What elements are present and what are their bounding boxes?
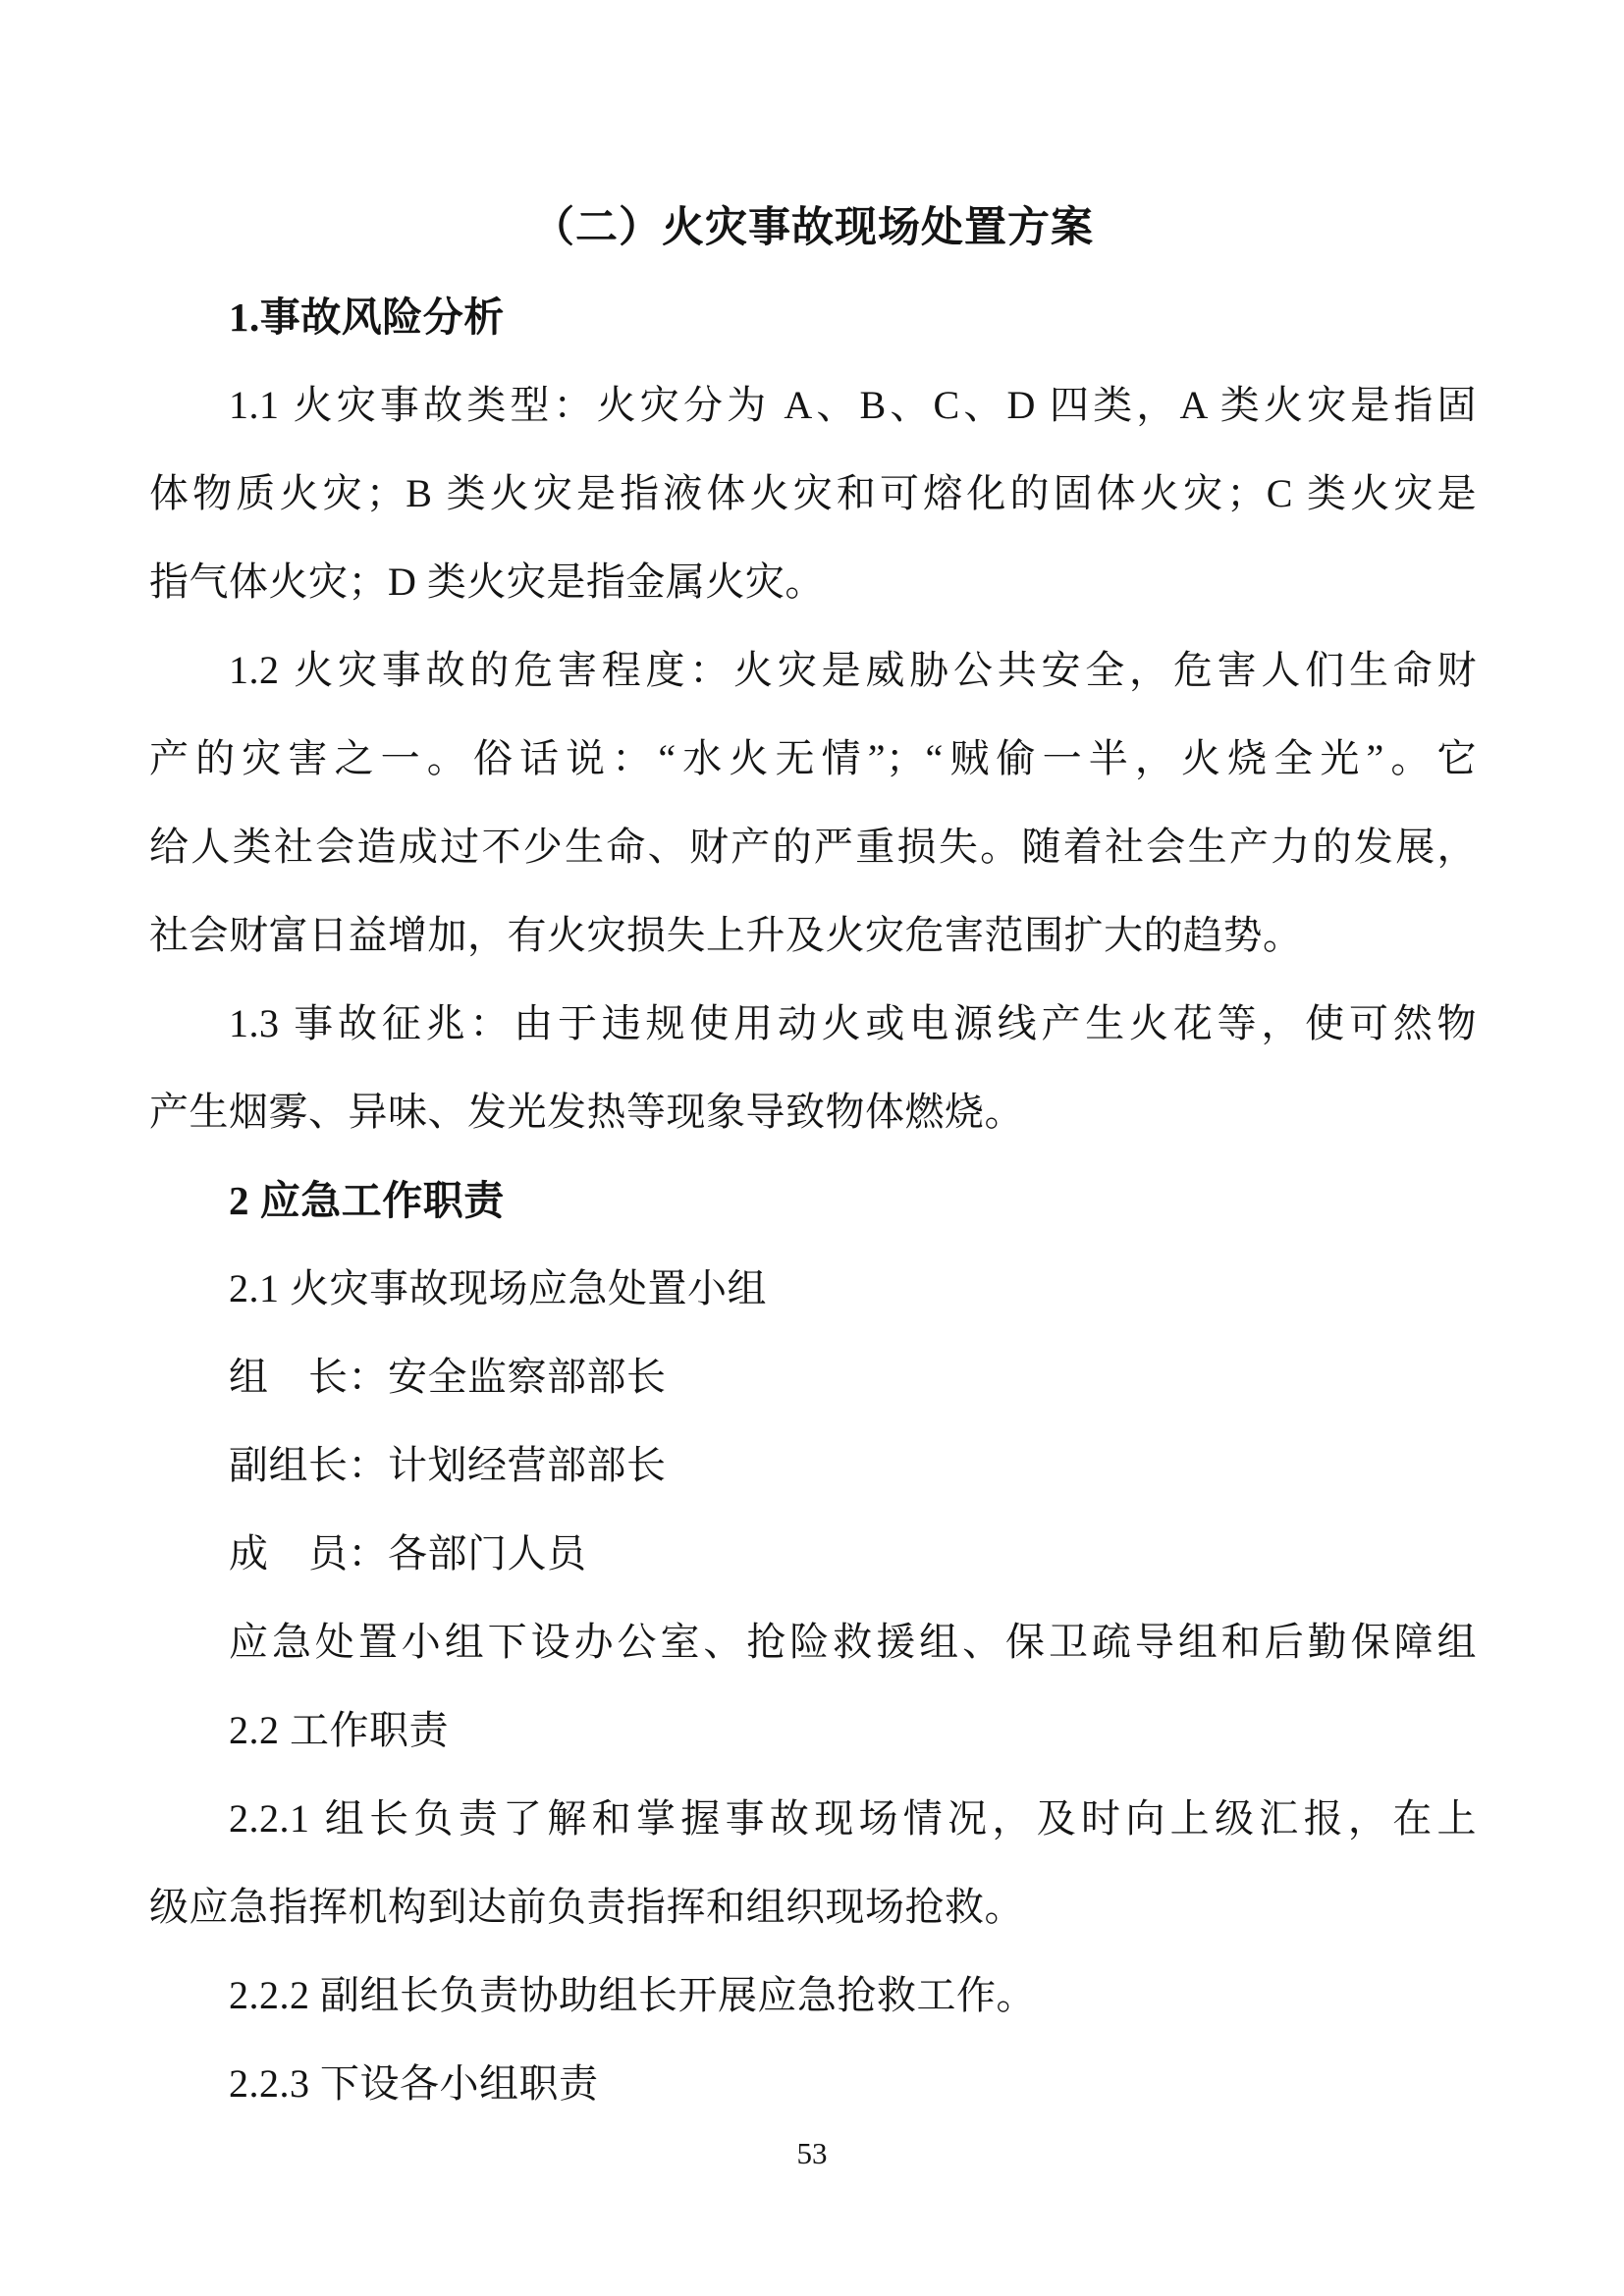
section-heading: 1.事故风险分析 [229,294,505,340]
text-line: 2.1 火灾事故现场应急处置小组 [229,1266,767,1310]
text-line: 2.2.2 副组长负责协助组长开展应急抢救工作。 [229,1973,1036,2017]
text-line: 1.2 火灾事故的危害程度：火灾是威胁公共安全，危害人们生命财 [229,648,1477,692]
text-line: 1.3 事故征兆：由于违规使用动火或电源线产生火花等，使可然物 [229,1001,1477,1045]
text-line: 1.1 火灾事故类型：火灾分为 A、B、C、D 四类，A 类火灾是指固 [229,383,1477,427]
text-line: 级应急指挥机构到达前负责指挥和组织现场抢救。 [149,1885,1024,1929]
text-line: 体物质火灾；B 类火灾是指液体火灾和可熔化的固体火灾；C 类火灾是 [149,471,1477,515]
text-line: 组 长：安全监察部部长 [229,1355,667,1399]
text-line: 社会财富日益增加，有火灾损失上升及火灾危害范围扩大的趋势。 [149,913,1303,957]
text-line: 成 员：各部门人员 [229,1531,587,1575]
text-line: 产生烟雾、异味、发光发热等现象导致物体燃烧。 [149,1090,1024,1134]
section-heading: 2 应急工作职责 [229,1178,505,1223]
text-line: 给人类社会造成过不少生命、财产的严重损失。随着社会生产力的发展， [149,825,1477,869]
document-title: （二）火灾事故现场处置方案 [532,205,1094,251]
document-body [149,185,1477,2128]
text-line: 副组长：计划经营部部长 [229,1443,667,1487]
text-line: 产的灾害之一。俗话说：“水火无情”；“贼偷一半，火烧全光”。它 [149,736,1477,780]
text-line: 2.2.1 组长负责了解和掌握事故现场情况，及时向上级汇报，在上 [229,1796,1477,1841]
text-line: 指气体火灾；D 类火灾是指金属火灾。 [149,560,825,604]
page-number: 53 [796,2136,828,2170]
text-line: 2.2.3 下设各小组职责 [229,2061,599,2106]
text-line: 2.2 工作职责 [229,1708,449,1752]
document-lines [149,273,1477,2128]
text-line: 应急处置小组下设办公室、抢险救援组、保卫疏导组和后勤保障组 [229,1620,1477,1664]
